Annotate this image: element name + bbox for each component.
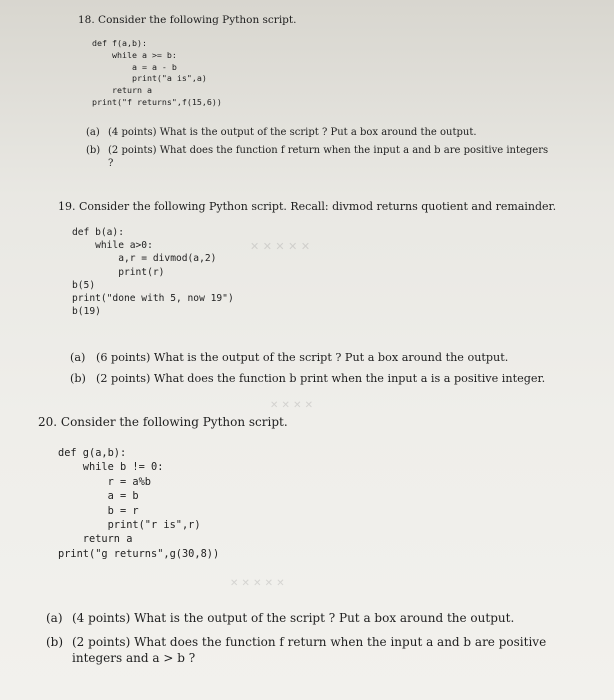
part-text: (2 points) What does the function b print when the input a is a positive integer. [96, 372, 546, 385]
code-line: while b != 0: [58, 461, 164, 474]
question-18-code [92, 38, 222, 109]
part-a [46, 610, 586, 626]
part-text: (6 points) What is the output of the script ? Put a box around the output. [96, 351, 509, 364]
part-b [46, 634, 586, 666]
code-line: r = a%b [58, 475, 151, 488]
bleed-through-text: ✕ ✕ ✕ ✕ [270, 400, 314, 411]
part-a [70, 350, 590, 365]
part-b [70, 371, 590, 386]
code-line: print("f returns",f(15,6)) [92, 96, 222, 107]
code-line: print("r is",r) [58, 519, 201, 532]
code-line: a,r = divmod(a,2) [72, 253, 217, 265]
question-19-parts [70, 350, 590, 386]
part-label: (b) [46, 635, 64, 649]
code-line: return a [58, 533, 133, 546]
part-label: (a) [86, 127, 100, 138]
code-line: b(19) [72, 306, 101, 318]
part-label: (b) [86, 145, 101, 156]
code-line: a = b [58, 490, 139, 503]
part-label: (a) [70, 351, 86, 364]
part-text: (4 points) What is the output of the script ? Put a box around the output. [72, 611, 515, 625]
bleed-through-text: ✕ ✕ ✕ ✕ ✕ [250, 240, 311, 253]
code-line: print("done with 5, now 19") [72, 293, 234, 305]
part-label: (a) [46, 611, 63, 625]
code-line: def f(a,b): [92, 38, 147, 48]
question-19-code [72, 226, 234, 318]
code-line: def b(a): [72, 227, 124, 238]
question-20-title: 20. Consider the following Python script. [38, 415, 288, 429]
part-label: (b) [70, 372, 86, 385]
code-line: return a [92, 85, 152, 96]
question-18-title: 18. Consider the following Python script. [78, 14, 297, 26]
question-20-code [58, 446, 219, 561]
code-line: print("g returns",g(30,8)) [58, 547, 220, 560]
code-line: def g(a,b): [58, 447, 127, 459]
code-line: print("a is",a) [92, 73, 207, 84]
code-line: b = r [58, 504, 139, 517]
part-text: (2 points) What does the function f return when the input a and b are positive integers and a > b ? [72, 635, 547, 665]
question-18-parts [86, 126, 556, 170]
code-line: print(r) [72, 266, 165, 278]
question-19-title: 19. Consider the following Python script. Recall: divmod returns quotient and remainder. [58, 200, 557, 213]
part-text: (4 points) What is the output of the script ? Put a box around the output. [108, 127, 477, 138]
question-20-parts [46, 610, 586, 666]
part-text: (2 points) What does the function f return when the input a and b are positive integers ? [108, 145, 549, 169]
code-line: a = a - b [92, 61, 177, 72]
part-b [86, 144, 556, 170]
code-line: while a >= b: [92, 49, 177, 60]
code-line: while a>0: [72, 240, 153, 252]
code-line: b(5) [72, 279, 96, 291]
part-a [86, 126, 556, 139]
bleed-through-text: ✕ ✕ ✕ ✕ ✕ [230, 578, 285, 589]
